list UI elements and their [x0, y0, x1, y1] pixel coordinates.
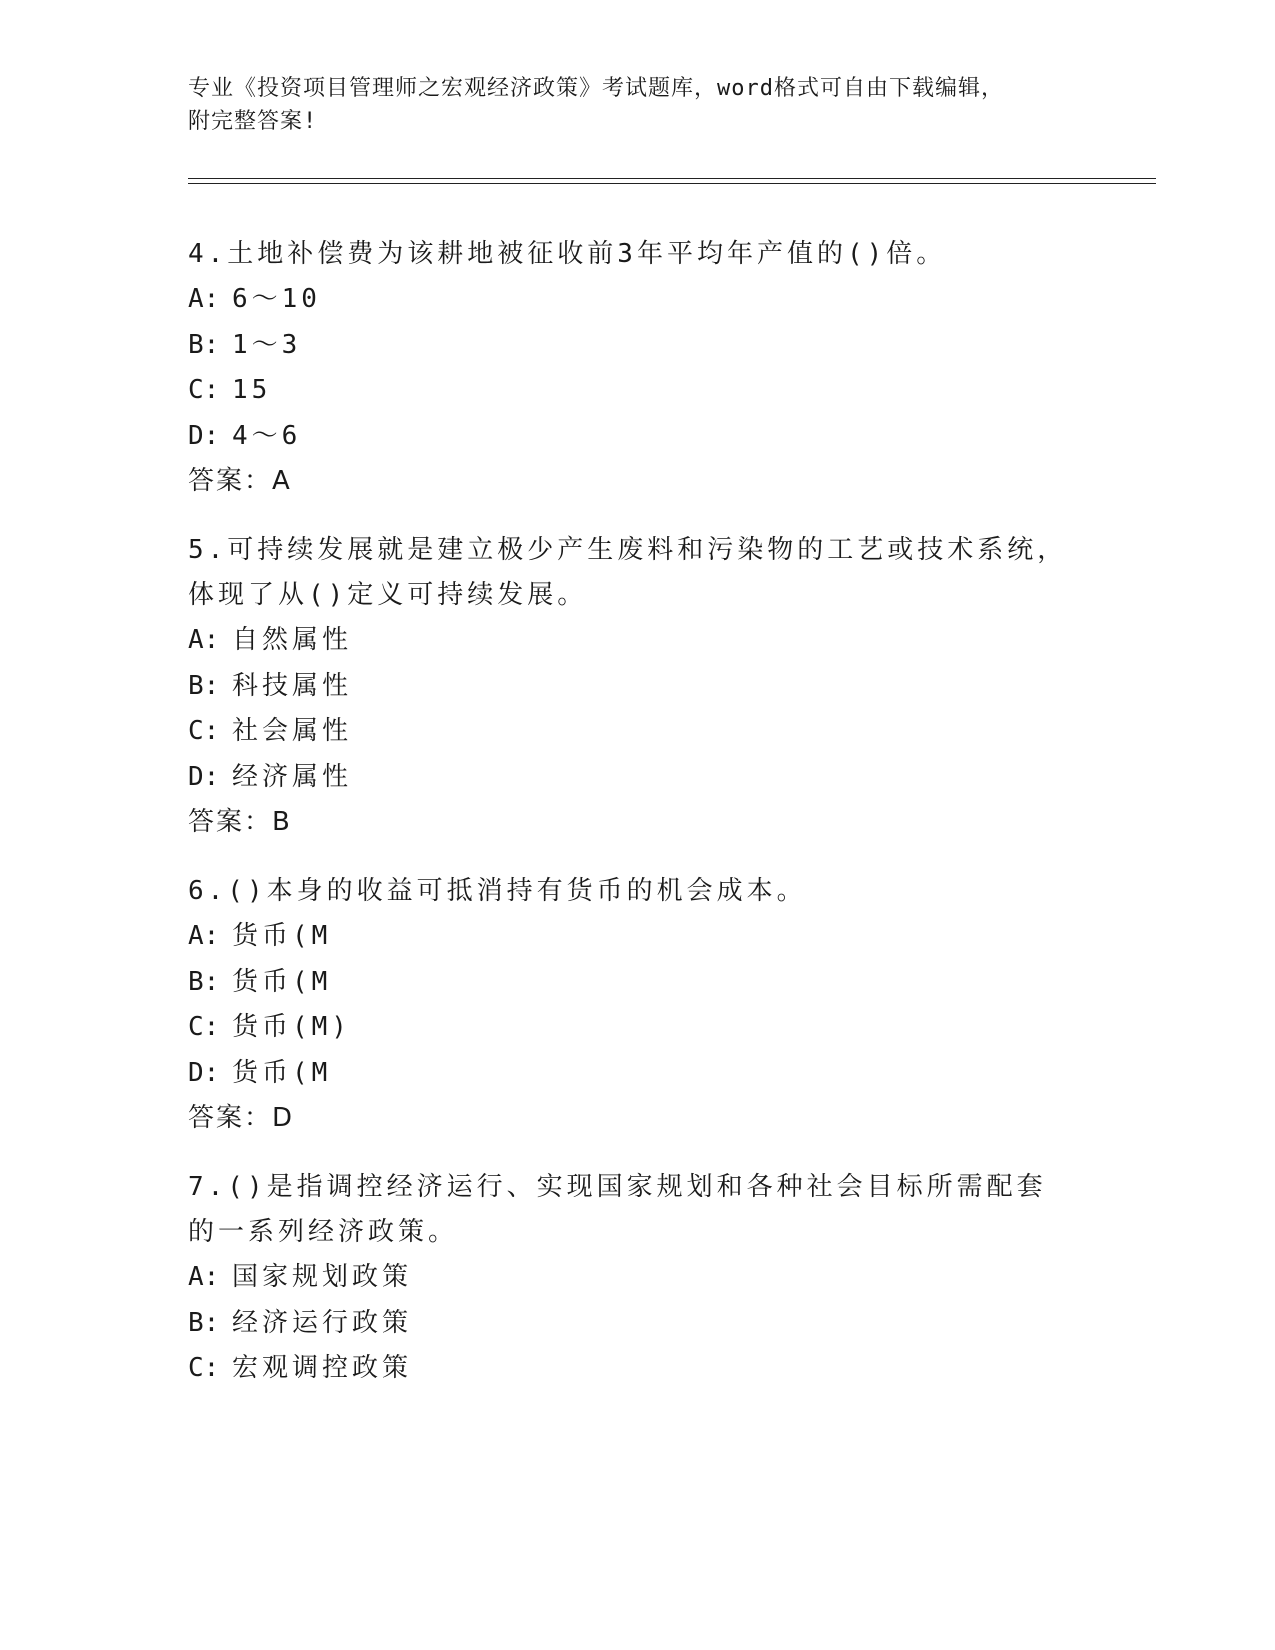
- option-key: C:: [188, 375, 220, 405]
- option-text: 货币(M: [232, 1057, 332, 1088]
- option-text: 宏观调控政策: [232, 1353, 413, 1383]
- option-key: B:: [188, 670, 220, 701]
- option-key: C:: [188, 716, 220, 746]
- question-7: [188, 1165, 1068, 1392]
- option-key: B:: [188, 329, 220, 360]
- question-stem: 6.()本身的收益可抵消持有货币的机会成本。: [188, 876, 807, 906]
- option-key: A:: [188, 921, 220, 951]
- option-key: A:: [188, 625, 220, 655]
- option-d: [188, 414, 1068, 460]
- option-text: 1～3: [232, 329, 302, 360]
- option-a: [188, 1255, 1068, 1301]
- question-stem: 5.可持续发展就是建立极少产生废料和污染物的工艺或技术系统，体现了从()定义可持续发展。: [188, 535, 1068, 610]
- option-key: D:: [188, 761, 220, 792]
- option-b: [188, 664, 1068, 710]
- option-text: 科技属性: [232, 670, 353, 701]
- option-text: 经济属性: [232, 761, 353, 792]
- option-d: [188, 755, 1068, 801]
- option-key: A:: [188, 284, 220, 314]
- option-key: C:: [188, 1353, 220, 1383]
- option-key: A:: [188, 1262, 220, 1292]
- option-a: [188, 914, 1068, 960]
- question-4: [188, 232, 1068, 504]
- question-5: [188, 528, 1068, 845]
- header-line-2: 附完整答案!: [188, 109, 318, 134]
- option-key: B:: [188, 1307, 220, 1338]
- header-divider-top: [188, 178, 1156, 179]
- option-text: 6～10: [232, 284, 321, 314]
- option-text: 自然属性: [232, 625, 353, 655]
- option-key: C:: [188, 1012, 220, 1042]
- option-text: 货币(M: [232, 966, 332, 997]
- option-text: 15: [232, 375, 272, 405]
- document-header: [188, 72, 1068, 138]
- option-key: D:: [188, 1057, 220, 1088]
- option-b: [188, 960, 1068, 1006]
- option-d: [188, 1051, 1068, 1097]
- option-a: [188, 618, 1068, 664]
- option-b: [188, 1301, 1068, 1347]
- option-text: 货币(M): [232, 1012, 351, 1042]
- option-text: 货币(M: [232, 921, 332, 951]
- question-stem: 7.()是指调控经济运行、实现国家规划和各种社会目标所需配套的一系列经济政策。: [188, 1172, 1047, 1247]
- header-divider-bottom: [188, 183, 1156, 184]
- option-c: [188, 709, 1068, 755]
- option-text: 社会属性: [232, 716, 353, 746]
- option-key: D:: [188, 420, 220, 451]
- question-6: [188, 869, 1068, 1141]
- option-b: [188, 323, 1068, 369]
- answer-line: 答案：A: [188, 466, 292, 496]
- question-list: [188, 232, 1068, 1416]
- option-c: [188, 1005, 1068, 1051]
- question-stem: 4.土地补偿费为该耕地被征收前3年平均年产值的()倍。: [188, 239, 947, 269]
- answer-line: 答案：B: [188, 807, 292, 837]
- option-c: [188, 368, 1068, 414]
- option-text: 4～6: [232, 420, 302, 451]
- option-c: [188, 1346, 1068, 1392]
- option-a: [188, 277, 1068, 323]
- header-line-1: 专业《投资项目管理师之宏观经济政策》考试题库，word格式可自由下载编辑，: [188, 76, 1004, 101]
- option-text: 经济运行政策: [232, 1307, 413, 1338]
- answer-line: 答案：D: [188, 1103, 295, 1133]
- option-key: B:: [188, 966, 220, 997]
- option-text: 国家规划政策: [232, 1262, 413, 1292]
